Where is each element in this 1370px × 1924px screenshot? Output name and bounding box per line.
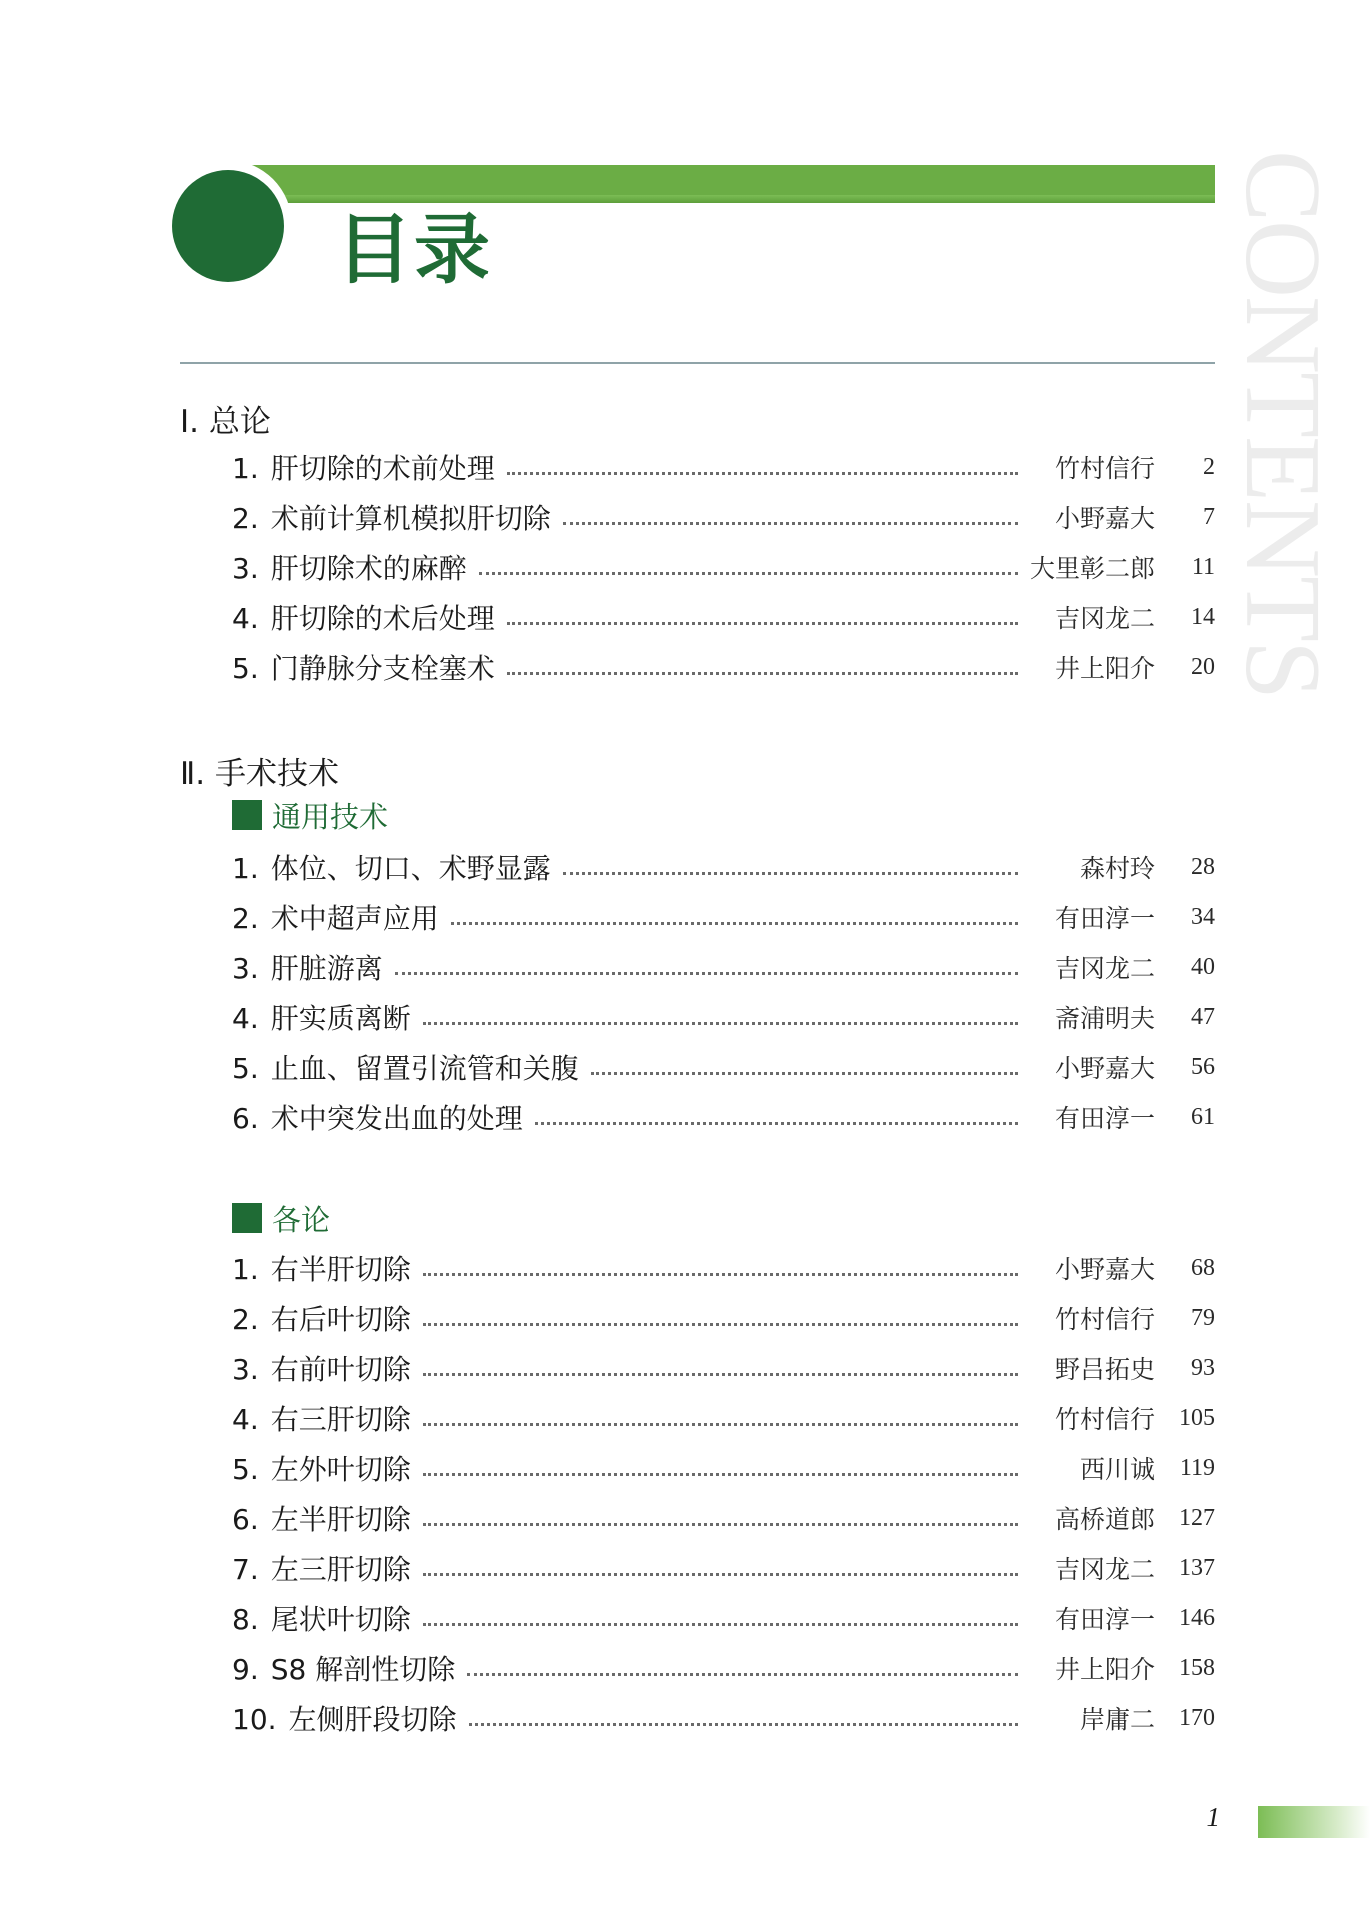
dot-leader bbox=[507, 622, 1018, 625]
entry-author: 西川诚 bbox=[1079, 1457, 1155, 1484]
dot-leader bbox=[469, 1723, 1018, 1726]
dot-leader bbox=[479, 572, 1018, 575]
subsection-label: 通用技术 bbox=[272, 799, 389, 834]
toc-entry[interactable] bbox=[232, 1697, 1215, 1739]
entry-page: 34 bbox=[1191, 903, 1215, 930]
entry-title: 4. 肝切除的术后处理 bbox=[232, 602, 495, 635]
green-square-icon bbox=[232, 800, 262, 830]
green-square-icon bbox=[232, 1203, 262, 1233]
toc-entry[interactable] bbox=[232, 1497, 1215, 1539]
entry-title: 2. 右后叶切除 bbox=[232, 1303, 411, 1336]
entry-page: 68 bbox=[1191, 1254, 1215, 1281]
entry-title: 6. 左半肝切除 bbox=[232, 1503, 411, 1536]
toc-entry[interactable] bbox=[232, 1297, 1215, 1339]
entry-page: 47 bbox=[1191, 1003, 1215, 1030]
entry-page: 146 bbox=[1179, 1604, 1215, 1631]
entry-author: 大里彰二郎 bbox=[1030, 556, 1156, 583]
header-divider bbox=[180, 362, 1215, 364]
entry-page: 28 bbox=[1191, 853, 1215, 880]
entry-title: 1. 右半肝切除 bbox=[232, 1253, 411, 1286]
entry-author: 森村玲 bbox=[1079, 856, 1155, 883]
toc-entry[interactable] bbox=[232, 546, 1215, 588]
dot-leader bbox=[591, 1072, 1018, 1075]
entry-title: 1. 肝切除的术前处理 bbox=[232, 452, 495, 485]
entry-author: 野吕拓史 bbox=[1054, 1357, 1155, 1384]
section-title-surgical-technique: Ⅱ. 手术技术 bbox=[180, 756, 339, 792]
entry-title: 6. 术中突发出血的处理 bbox=[232, 1102, 523, 1135]
entry-title: 4. 肝实质离断 bbox=[232, 1002, 411, 1035]
entry-title: 2. 术中超声应用 bbox=[232, 902, 439, 935]
entry-title: 2. 术前计算机模拟肝切除 bbox=[232, 502, 551, 535]
subsection-general-technique bbox=[232, 797, 388, 833]
toc-entry[interactable] bbox=[232, 1347, 1215, 1389]
entry-page: 93 bbox=[1191, 1354, 1215, 1381]
entry-page: 40 bbox=[1191, 953, 1215, 980]
entry-author: 岸庸二 bbox=[1079, 1707, 1155, 1734]
entry-title: 3. 肝脏游离 bbox=[232, 952, 383, 985]
entry-page: 79 bbox=[1191, 1304, 1215, 1331]
entry-author: 高桥道郎 bbox=[1054, 1507, 1155, 1534]
header-green-bar-shade bbox=[250, 195, 1215, 203]
entry-title: 10. 左侧肝段切除 bbox=[232, 1703, 457, 1736]
entry-title: 5. 止血、留置引流管和关腹 bbox=[232, 1052, 579, 1085]
toc-entry[interactable] bbox=[232, 1046, 1215, 1088]
dot-leader bbox=[423, 1623, 1018, 1626]
entry-title: 5. 门静脉分支栓塞术 bbox=[232, 652, 495, 685]
contents-watermark-text: CONTENTS bbox=[1223, 150, 1342, 698]
dot-leader bbox=[423, 1573, 1018, 1576]
entry-title: 8. 尾状叶切除 bbox=[232, 1603, 411, 1636]
entry-author: 吉冈龙二 bbox=[1054, 956, 1155, 983]
dot-leader bbox=[423, 1523, 1018, 1526]
toc-entry[interactable] bbox=[232, 946, 1215, 988]
entry-page: 119 bbox=[1179, 1454, 1215, 1481]
contents-watermark bbox=[1223, 150, 1342, 770]
entry-author: 吉冈龙二 bbox=[1054, 606, 1155, 633]
entry-author: 井上阳介 bbox=[1054, 1657, 1155, 1684]
entry-author: 有田淳一 bbox=[1054, 1106, 1155, 1133]
toc-entry[interactable] bbox=[232, 596, 1215, 638]
section-title-general: Ⅰ. 总论 bbox=[180, 404, 271, 440]
toc-entry[interactable] bbox=[232, 496, 1215, 538]
entry-title: 3. 右前叶切除 bbox=[232, 1353, 411, 1386]
page-tab-decoration bbox=[1258, 1806, 1370, 1838]
toc-entry[interactable] bbox=[232, 1397, 1215, 1439]
dot-leader bbox=[467, 1673, 1018, 1676]
dot-leader bbox=[423, 1323, 1018, 1326]
entry-author: 竹村信行 bbox=[1054, 456, 1155, 483]
entry-author: 井上阳介 bbox=[1054, 656, 1155, 683]
entry-author: 有田淳一 bbox=[1054, 906, 1155, 933]
entry-author: 吉冈龙二 bbox=[1054, 1557, 1155, 1584]
entry-page: 61 bbox=[1191, 1103, 1215, 1130]
entry-title: 7. 左三肝切除 bbox=[232, 1553, 411, 1586]
entry-page: 137 bbox=[1179, 1554, 1215, 1581]
entry-page: 56 bbox=[1191, 1053, 1215, 1080]
toc-entry[interactable] bbox=[232, 896, 1215, 938]
dot-leader bbox=[423, 1273, 1018, 1276]
entry-page: 11 bbox=[1191, 553, 1215, 580]
subsection-label: 各论 bbox=[272, 1202, 331, 1237]
entry-title: 4. 右三肝切除 bbox=[232, 1403, 411, 1436]
dot-leader bbox=[423, 1022, 1018, 1025]
toc-entry[interactable] bbox=[232, 1247, 1215, 1289]
entry-author: 小野嘉大 bbox=[1054, 506, 1155, 533]
toc-entry[interactable] bbox=[232, 1547, 1215, 1589]
page-number: 1 bbox=[1206, 1802, 1220, 1832]
entry-author: 有田淳一 bbox=[1054, 1607, 1155, 1634]
entry-author: 小野嘉大 bbox=[1054, 1056, 1155, 1083]
entry-page: 158 bbox=[1179, 1654, 1215, 1681]
entry-author: 斋浦明夫 bbox=[1054, 1006, 1155, 1033]
entry-page: 127 bbox=[1179, 1504, 1215, 1531]
entry-page: 7 bbox=[1203, 503, 1215, 530]
dot-leader bbox=[423, 1423, 1018, 1426]
toc-entry[interactable] bbox=[232, 1647, 1215, 1689]
entry-page: 2 bbox=[1203, 453, 1215, 480]
dot-leader bbox=[423, 1473, 1018, 1476]
toc-entry[interactable] bbox=[232, 1096, 1215, 1138]
entry-title: 9. S8 解剖性切除 bbox=[232, 1653, 456, 1686]
entry-title: 5. 左外叶切除 bbox=[232, 1453, 411, 1486]
entry-author: 竹村信行 bbox=[1054, 1407, 1155, 1434]
entry-page: 170 bbox=[1179, 1704, 1215, 1731]
header-circle-icon bbox=[172, 170, 284, 282]
toc-entry[interactable] bbox=[232, 1597, 1215, 1639]
toc-entry[interactable] bbox=[232, 446, 1215, 488]
dot-leader bbox=[423, 1373, 1018, 1376]
dot-leader bbox=[451, 922, 1018, 925]
dot-leader bbox=[563, 522, 1018, 525]
entry-title: 1. 体位、切口、术野显露 bbox=[232, 852, 551, 885]
dot-leader bbox=[507, 672, 1018, 675]
dot-leader bbox=[535, 1122, 1018, 1125]
toc-entry[interactable] bbox=[232, 646, 1215, 688]
entry-author: 小野嘉大 bbox=[1054, 1257, 1155, 1284]
dot-leader bbox=[507, 472, 1018, 475]
dot-leader bbox=[395, 972, 1018, 975]
toc-entry[interactable] bbox=[232, 1447, 1215, 1489]
entry-title: 3. 肝切除术的麻醉 bbox=[232, 552, 467, 585]
entry-page: 14 bbox=[1191, 603, 1215, 630]
page-title: 目录 bbox=[336, 205, 492, 294]
entry-page: 105 bbox=[1179, 1404, 1215, 1431]
entry-author: 竹村信行 bbox=[1054, 1307, 1155, 1334]
toc-entry[interactable] bbox=[232, 996, 1215, 1038]
dot-leader bbox=[563, 872, 1018, 875]
subsection-specific-procedures bbox=[232, 1200, 330, 1236]
entry-page: 20 bbox=[1191, 653, 1215, 680]
toc-entry[interactable] bbox=[232, 846, 1215, 888]
